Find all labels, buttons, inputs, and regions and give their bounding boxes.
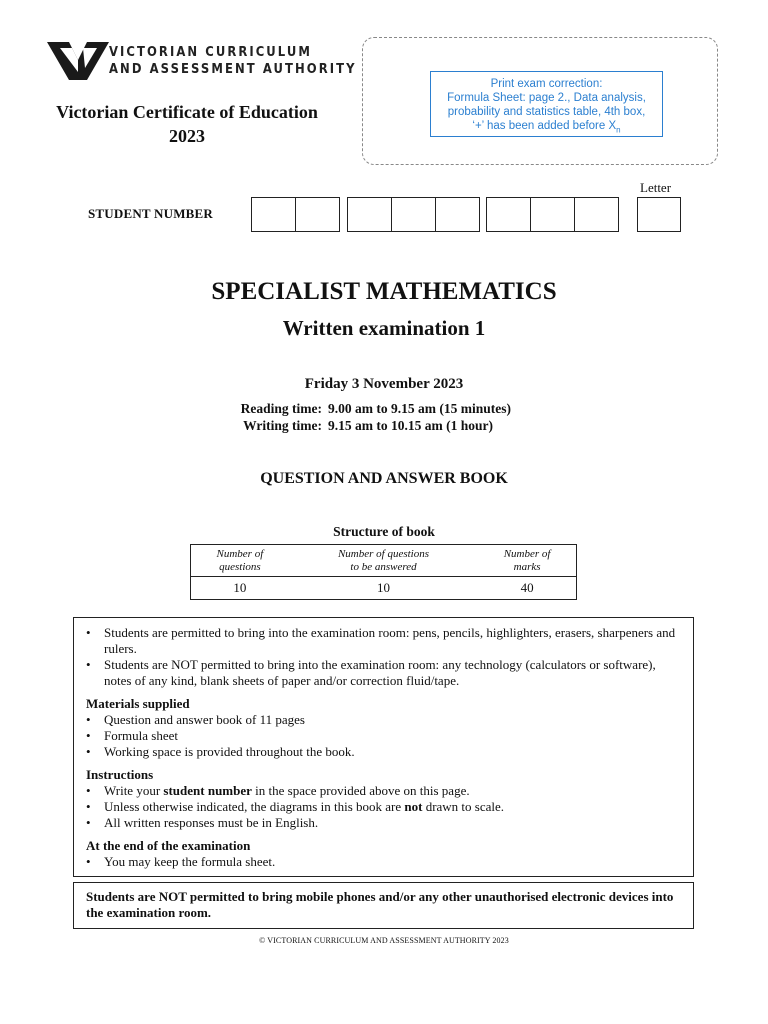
subject-title: SPECIALIST MATHEMATICS [211,278,557,305]
header-questions-line-1: Number of [216,547,264,560]
reading-time-value: 9.00 am to 9.15 am (15 minutes) [328,401,511,416]
book-title: QUESTION AND ANSWER BOOK [260,470,508,487]
mobile-phone-warning: Students are NOT permitted to bring mobile phones and/or any other unauthorised electronic devices into the examination room. [73,882,694,929]
vcaa-logo-icon [47,40,109,82]
writing-time-label: Writing time: [243,418,322,433]
reading-time-row [236,400,511,417]
writing-time-row [236,417,511,434]
instr1-b: student number [163,783,252,798]
student-number-box-6[interactable] [486,197,531,232]
reading-time-label: Reading time: [240,401,322,416]
instructions-box [73,617,694,877]
org-line-2: AND ASSESSMENT AUTHORITY [109,61,357,77]
end-item: • You may keep the formula sheet. [86,854,683,870]
correction-notice [430,71,663,137]
certificate-title: Victorian Certificate of Education [56,102,318,122]
correction-line-2: Formula Sheet: page 2., Data analysis, [447,92,646,104]
header-marks-line-1: Number of [503,547,551,560]
org-name [109,44,357,78]
header-to-answer [289,545,478,577]
student-letter-box[interactable] [637,197,681,232]
header-marks [478,545,576,577]
list-item: • Working space is provided throughout the book. [86,744,683,760]
correction-subscript: n [616,125,621,135]
not-permitted-item: • Students are NOT permitted to bring into the examination room: any technology (calculators or software), notes of any kind, blank sheets of paper and/or correction fluid/tape. [86,657,683,689]
header-questions [191,545,289,577]
end-heading: At the end of the examination [86,838,251,853]
value-marks: 40 [478,577,576,600]
correction-line-4 [431,119,662,137]
student-number-box-1[interactable] [251,197,296,232]
letter-label: Letter [640,180,672,195]
header-questions-line-2: questions [219,560,261,573]
header-marks-line-2: marks [513,560,541,573]
instr1-c: in the space provided above on this page. [251,783,470,798]
correction-line-4-text: ‘+’ has been added before X [472,120,617,132]
student-number-box-8[interactable] [574,197,619,232]
list-item: • Question and answer book of 11 pages [86,712,683,728]
student-number-box-3[interactable] [347,197,392,232]
structure-value-row [191,577,577,600]
vcaa-logo [47,40,357,82]
instructions-heading: Instructions [86,767,154,782]
student-number-label: STUDENT NUMBER [88,206,213,221]
value-questions: 10 [191,577,289,600]
student-number-box-2[interactable] [295,197,340,232]
materials-heading: Materials supplied [86,696,190,711]
list-item: • Formula sheet [86,728,683,744]
instr2-c: drawn to scale. [422,799,505,814]
materials-list [86,712,683,760]
certificate-year: 2023 [169,126,205,146]
exam-times [236,400,511,434]
copyright: © VICTORIAN CURRICULUM AND ASSESSMENT AUTHORITY 2023 [259,936,509,945]
end-list [86,854,683,870]
instr2-a: Unless otherwise indicated, the diagrams in this book are [104,799,405,814]
permission-list [86,625,683,689]
instr2-b: not [404,799,423,814]
writing-time-value: 9.15 am to 10.15 am (1 hour) [328,418,493,433]
instr1-a: Write your [104,783,164,798]
correction-line-1: Print exam correction: [490,78,603,90]
structure-table [190,544,577,600]
student-number-box-4[interactable] [391,197,436,232]
certificate-heading [40,100,334,148]
instructions-list [86,783,683,831]
value-to-answer: 10 [289,577,478,600]
exam-date: Friday 3 November 2023 [304,376,464,392]
student-number-box-5[interactable] [435,197,480,232]
structure-title: Structure of book [333,524,435,539]
student-number-box-7[interactable] [530,197,575,232]
instruction-english: • All written responses must be in English. [86,815,683,831]
permitted-item: • Students are permitted to bring into the examination room: pens, pencils, highlighters, erasers, sharpeners and rulers. [86,625,683,657]
structure-header-row [191,545,577,577]
header-to-answer-line-1: Number of questions [337,547,430,560]
instruction-student-number [86,783,683,799]
correction-line-3: probability and statistics table, 4th box, [447,106,646,118]
instruction-diagrams [86,799,683,815]
org-line-1: VICTORIAN CURRICULUM [109,44,312,60]
header-to-answer-line-2: to be answered [350,560,417,573]
paper-title: Written examination 1 [282,316,486,340]
